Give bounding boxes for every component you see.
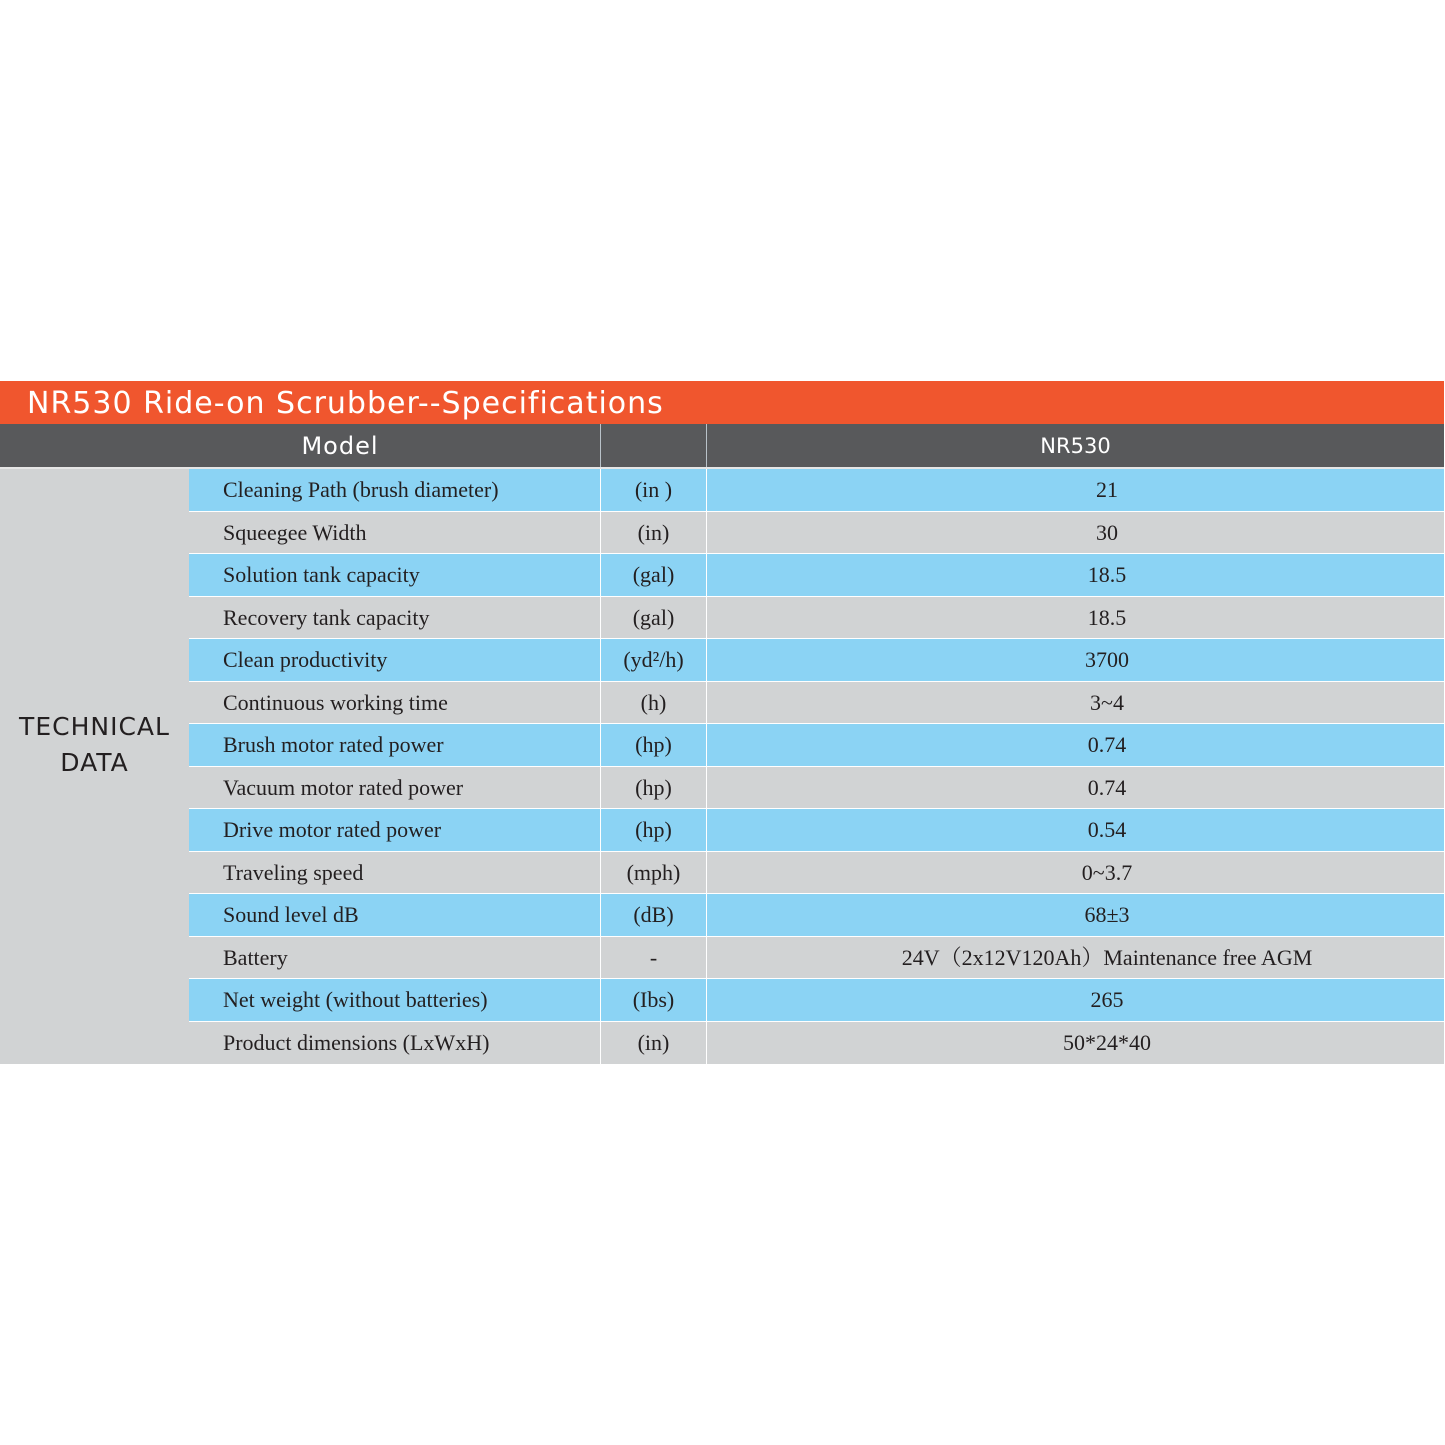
spec-value: 0.74 <box>1087 774 1127 800</box>
spec-value: 50*24*40 <box>1063 1029 1151 1055</box>
spec-name: Net weight (without batteries) <box>223 987 488 1012</box>
spec-name: Drive motor rated power <box>223 817 442 842</box>
section-label-cell <box>0 469 189 1064</box>
spec-unit: (gal) <box>632 604 675 630</box>
header-model-label: Model <box>301 432 379 460</box>
title-bar <box>0 381 1444 424</box>
spec-name: Battery <box>223 944 288 970</box>
table-row <box>189 937 1444 980</box>
spec-name: Vacuum motor rated power <box>223 774 464 800</box>
table-header-row <box>0 424 1444 468</box>
page-title: NR530 Ride-on Scrubber--Specifications <box>27 386 664 421</box>
spec-unit: - <box>649 944 658 970</box>
section-label-line1: TECHNICAL <box>19 712 170 741</box>
spec-name: Continuous working time <box>223 689 448 715</box>
section-label-line2: DATA <box>60 748 129 777</box>
spec-unit: (yd²/h) <box>623 647 684 672</box>
spec-name: Cleaning Path (brush diameter) <box>223 477 499 502</box>
spec-name: Squeegee Width <box>223 519 367 545</box>
table-row <box>189 682 1444 725</box>
spec-value: 0.54 <box>1087 817 1127 842</box>
spec-unit: (mph) <box>626 859 681 885</box>
spec-name: Product dimensions (LxWxH) <box>223 1029 490 1055</box>
table-row <box>189 979 1444 1022</box>
table-row <box>189 597 1444 640</box>
spec-unit: (hp) <box>635 732 672 757</box>
spec-value: 3700 <box>1085 647 1129 672</box>
spec-value: 18.5 <box>1087 604 1127 630</box>
spec-name: Traveling speed <box>223 859 364 885</box>
table-row <box>189 852 1444 895</box>
table-row <box>189 554 1444 597</box>
spec-unit: (in) <box>637 1029 670 1055</box>
spec-value: 265 <box>1090 987 1124 1012</box>
spec-unit: (in) <box>637 519 670 545</box>
header-model-value: NR530 <box>1040 434 1111 458</box>
header-divider-1 <box>600 424 601 468</box>
spec-table-body <box>189 469 1444 1064</box>
spec-name: Sound level dB <box>223 902 359 927</box>
table-row <box>189 1022 1444 1065</box>
spec-name: Brush motor rated power <box>223 732 444 757</box>
table-row <box>189 639 1444 682</box>
section-label <box>0 709 189 781</box>
spec-unit: (Ibs) <box>632 987 675 1012</box>
spec-value: 24V（2x12V120Ah）Maintenance free AGM <box>901 944 1313 970</box>
spec-value: 30 <box>1096 519 1118 545</box>
spec-value: 3~4 <box>1090 689 1124 715</box>
table-row <box>189 894 1444 937</box>
spec-unit: (gal) <box>632 562 675 587</box>
spec-value: 0.74 <box>1087 732 1127 757</box>
spec-unit: (h) <box>640 689 667 715</box>
spec-unit: (hp) <box>635 817 672 842</box>
spec-unit: (hp) <box>635 774 672 800</box>
spec-value: 68±3 <box>1084 902 1130 927</box>
table-row <box>189 512 1444 555</box>
spec-value: 0~3.7 <box>1081 859 1133 885</box>
table-row <box>189 469 1444 512</box>
table-row <box>189 724 1444 767</box>
spec-name: Recovery tank capacity <box>223 604 430 630</box>
spec-name: Solution tank capacity <box>223 562 420 587</box>
table-row <box>189 809 1444 852</box>
spec-name: Clean productivity <box>223 647 388 672</box>
spec-unit: (in ) <box>634 477 673 502</box>
spec-unit: (dB) <box>633 902 674 927</box>
spec-value: 18.5 <box>1087 562 1127 587</box>
table-row <box>189 767 1444 810</box>
spec-value: 21 <box>1096 477 1118 502</box>
